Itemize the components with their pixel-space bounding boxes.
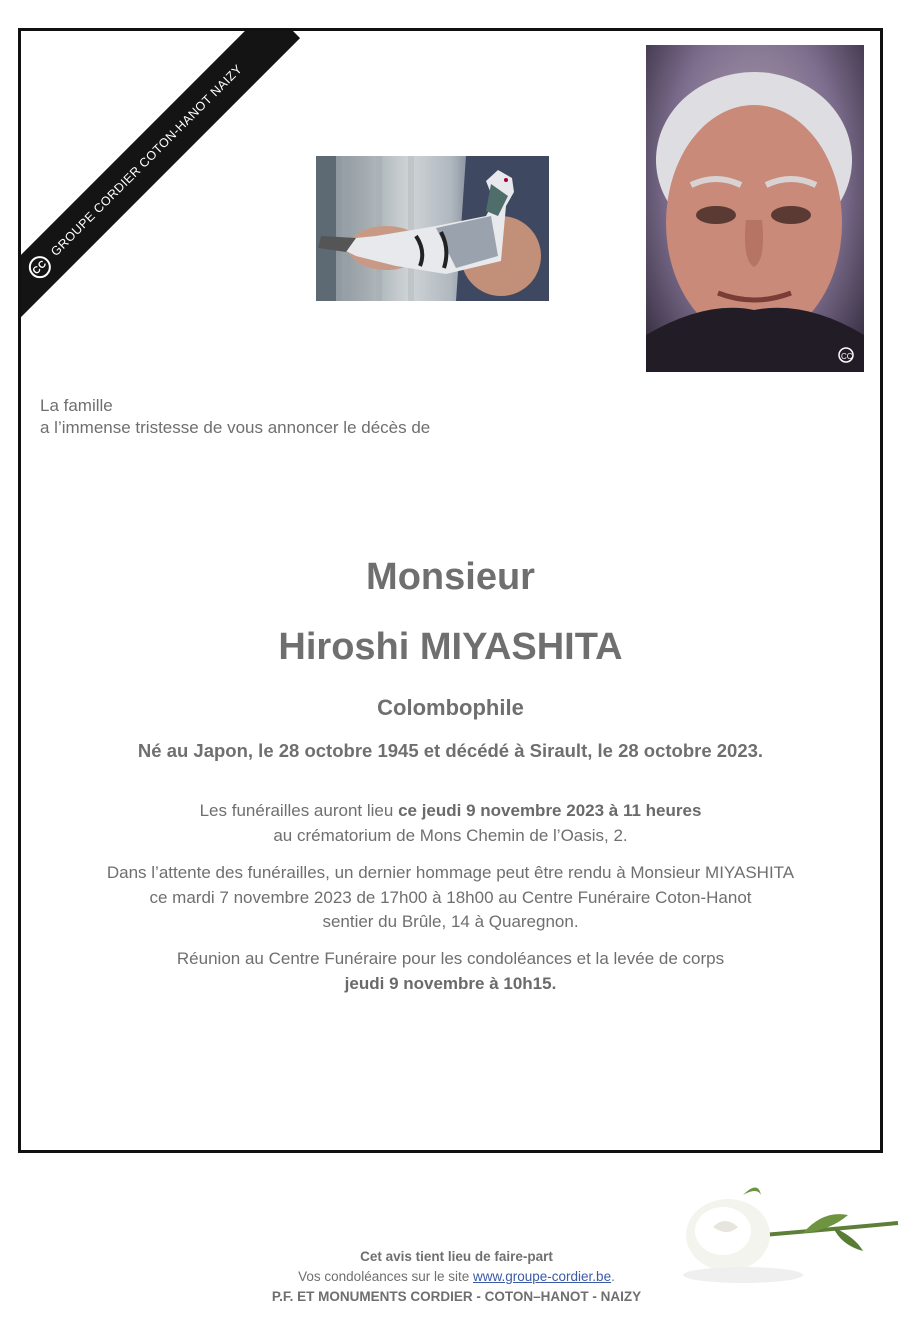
footer-line-3: P.F. ET MONUMENTS CORDIER - COTON–HANOT - NAIZY (271, 1289, 642, 1304)
portrait-photo (646, 45, 864, 372)
footer-line-1: Cet avis tient lieu de faire-part (360, 1249, 553, 1264)
reunion-date: jeudi 9 novembre à 10h15. (344, 973, 557, 993)
pigeon-photo (316, 156, 549, 301)
corner-sash (18, 28, 300, 335)
sash-text: GROUPE CORDIER COTON-HANOT NAIZY (48, 61, 246, 259)
cc-logo-icon: CC (24, 252, 55, 283)
intro-line-1: La famille (40, 396, 113, 415)
homage-line-2: ce mardi 7 novembre 2023 de 17h00 à 18h00 au Centre Funéraire Coton-Hanot (149, 887, 752, 907)
deceased-name: Hiroshi MIYASHITA (278, 626, 623, 668)
homage-info (21, 861, 880, 935)
funeral-info (21, 799, 880, 848)
funeral-date: ce jeudi 9 novembre 2023 à 11 heures (398, 801, 702, 820)
funeral-line-1: Les funérailles auront lieu ce jeudi 9 novembre 2023 à 11 heures (199, 801, 702, 820)
homage-line-1: Dans l’attente des funérailles, un dernier hommage peut être rendu à Monsieur MIYASHITA (106, 863, 795, 882)
funeral-line-2: au crématorium de Mons Chemin de l’Oasis, 2. (273, 825, 628, 845)
deceased-dates: Né au Japon, le 28 octobre 1945 et décédé à Sirault, le 28 octobre 2023. (137, 740, 764, 761)
footer-line-2: Vos condoléances sur le site www.groupe-cordier.be. (298, 1269, 615, 1284)
footer (0, 1247, 913, 1307)
deceased-role: Colombophile (377, 695, 524, 720)
notice-frame (18, 28, 883, 1153)
homage-line-3: sentier du Brûle, 14 à Quaregnon. (322, 912, 579, 931)
reunion-info (21, 947, 880, 996)
deceased-title: Monsieur (366, 556, 535, 598)
intro-line-2: a l’immense tristesse de vous annoncer le décès de (40, 418, 431, 437)
reunion-line-1: Réunion au Centre Funéraire pour les condoléances et la levée de corps (176, 949, 725, 968)
intro-text (40, 395, 430, 439)
portrait-logo-icon: CC (841, 352, 853, 361)
website-link[interactable]: www.groupe-cordier.be (473, 1269, 612, 1284)
